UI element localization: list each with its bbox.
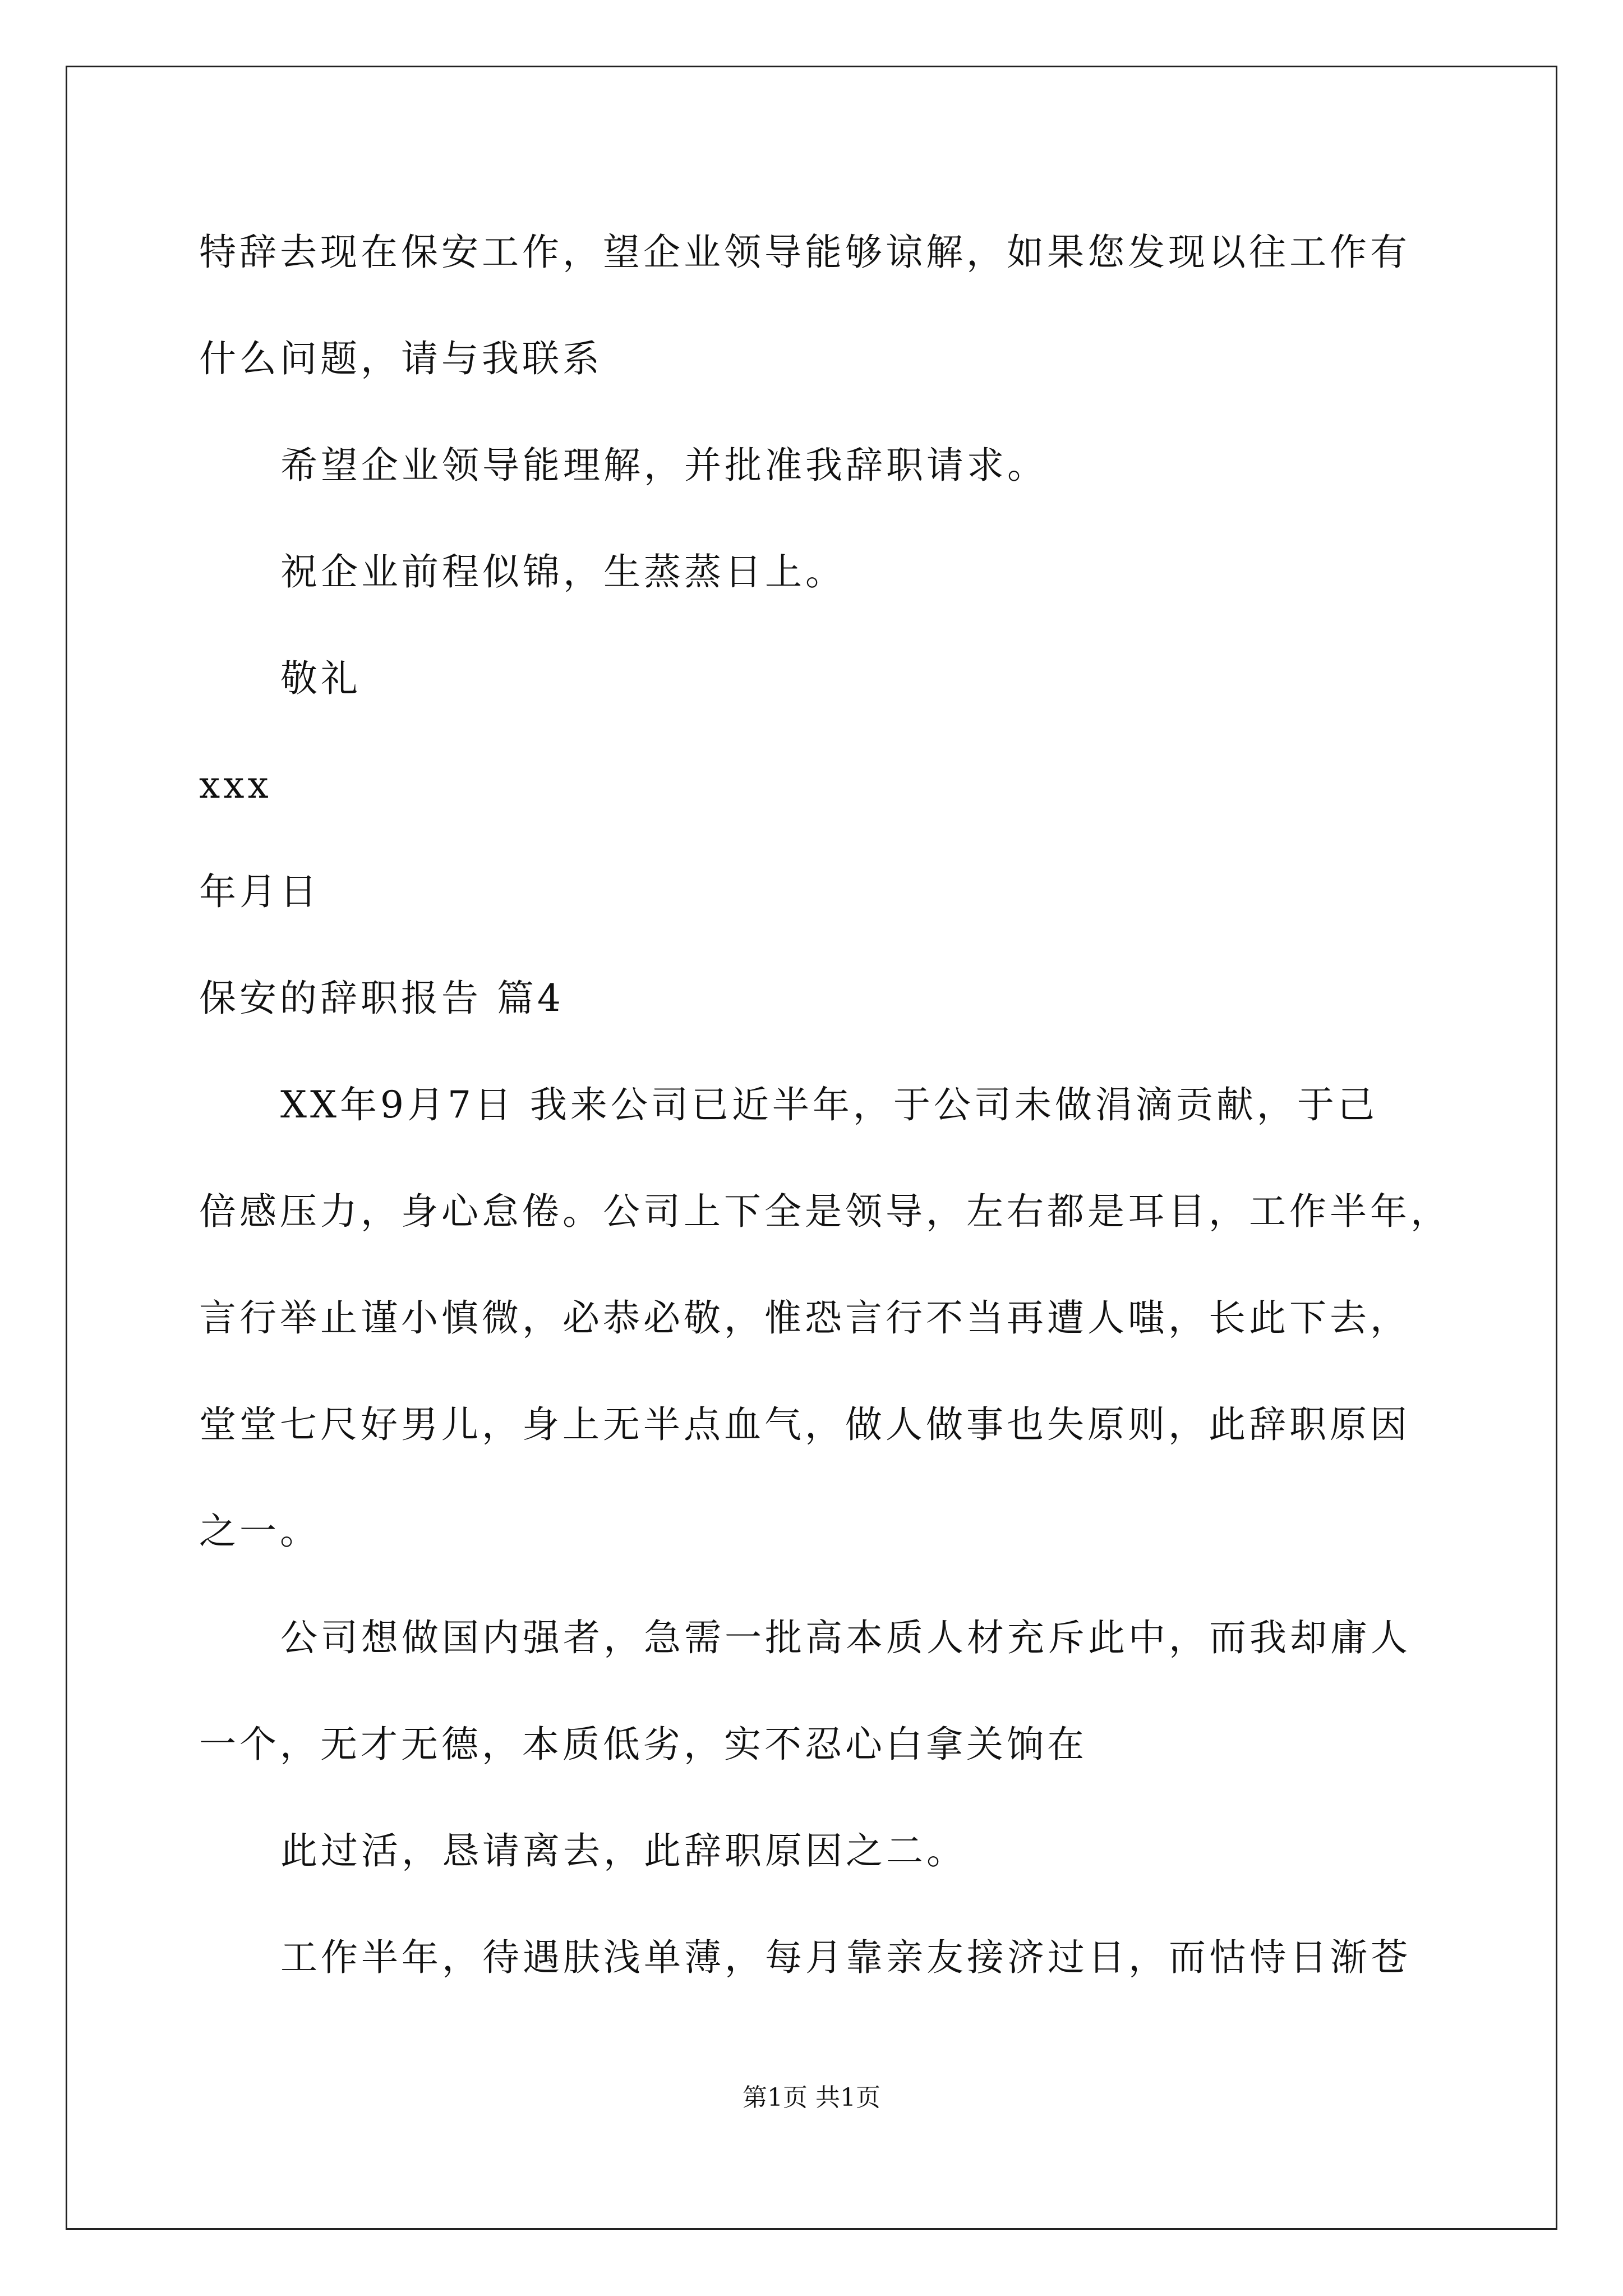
text-line: 公司想做国内强者，急需一批高本质人材充斥此中，而我却庸人 — [280, 1616, 1411, 1659]
text-line: XX年9月7日 我来公司已近半年，于公司未做涓滴贡献，于己 — [280, 1083, 1378, 1126]
text-line: 之一。 — [199, 1510, 320, 1553]
signature-name: xxx — [199, 763, 272, 807]
text-line: 一个，无才无德，本质低劣，实不忍心白拿关饷在 — [199, 1723, 1087, 1766]
section-heading: 保安的辞职报告 篇4 — [199, 977, 564, 1020]
text-line: 堂堂七尺好男儿，身上无半点血气，做人做事也失原则，此辞职原因 — [199, 1403, 1410, 1446]
signature-date: 年月日 — [199, 870, 320, 913]
text-line: 此过活，恳请离去，此辞职原因之二。 — [280, 1829, 967, 1872]
closing-salutation: 敬礼 — [280, 657, 361, 700]
page-footer: 第1页 共1页 — [743, 2083, 880, 2112]
text-line: 希望企业领导能理解，并批准我辞职请求。 — [280, 444, 1048, 487]
text-line: 什么问题，请与我联系 — [199, 337, 603, 380]
page-border — [66, 66, 1557, 2230]
text-line: 倍感压力，身心怠倦。公司上下全是领导，左右都是耳目，工作半年， — [199, 1190, 1451, 1233]
text-line: 言行举止谨小慎微，必恭必敬，惟恐言行不当再遭人嗤，长此下去， — [199, 1296, 1410, 1340]
text-line: 工作半年，待遇肤浅单薄，每月靠亲友接济过日，而怙恃日渐苍 — [280, 1936, 1411, 1979]
text-line: 特辞去现在保安工作，望企业领导能够谅解，如果您发现以往工作有 — [199, 231, 1410, 274]
text-line: 祝企业前程似锦，生蒸蒸日上。 — [280, 550, 846, 593]
